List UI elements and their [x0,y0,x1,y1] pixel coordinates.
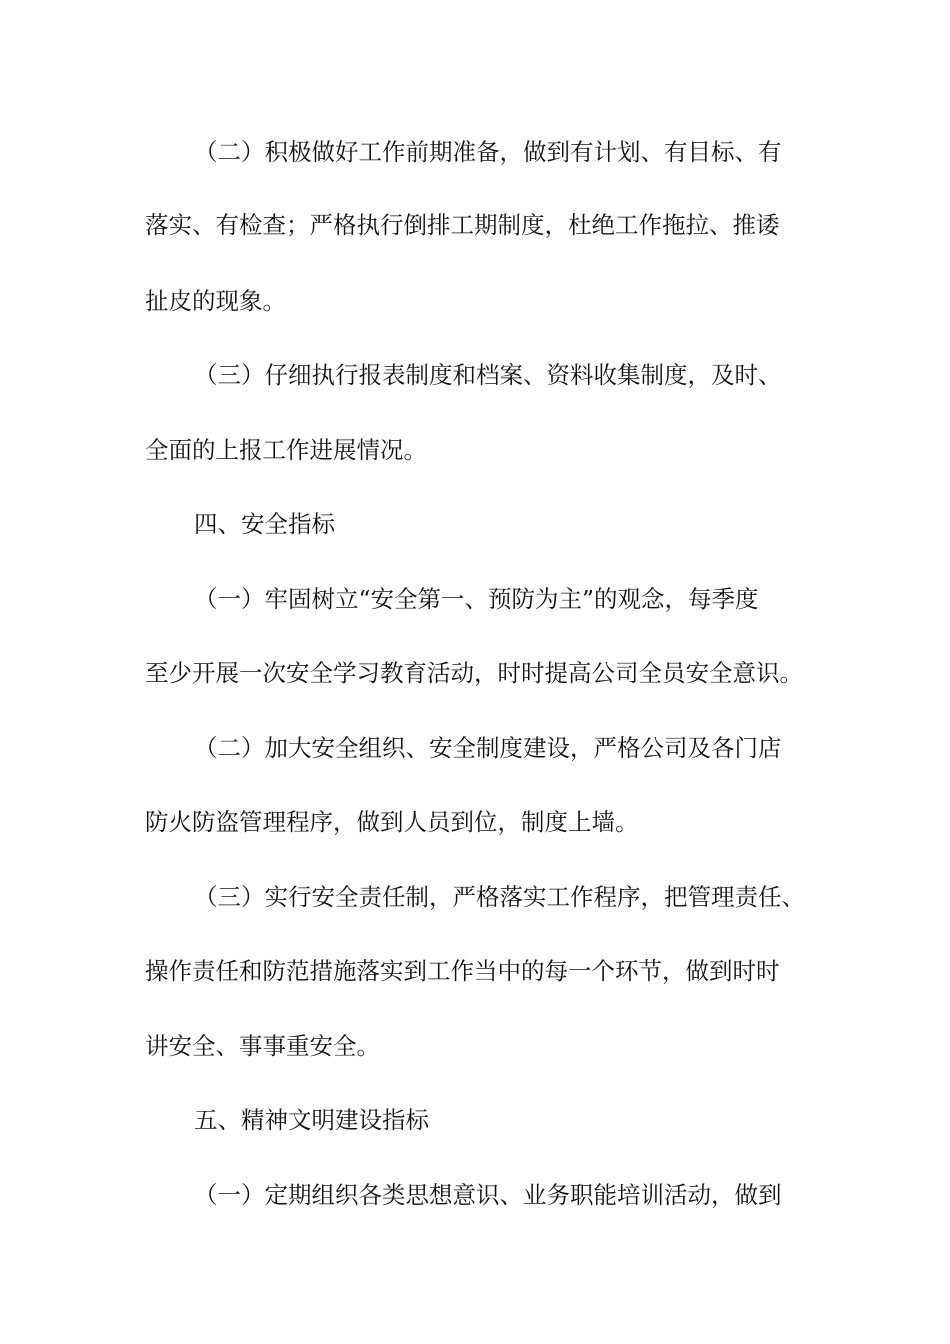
paragraph-line: （二）积极做好工作前期准备，做到有计划、有目标、有 [194,138,782,166]
paragraph-line: （一）牢固树立“安全第一、预防为主”的观念，每季度 [194,585,759,613]
paragraph-line: 扯皮的现象。 [145,287,286,315]
paragraph-line: 防火防盗管理程序，做到人员到位，制度上墙。 [145,808,639,836]
paragraph-line: 至少开展一次安全学习教育活动，时时提高公司全员安全意识。 [145,659,803,687]
paragraph-line: 讲安全、事事重安全。 [145,1032,380,1060]
paragraph-line: （三）实行安全责任制，严格落实工作程序，把管理责任、 [194,883,805,911]
paragraph-line: （一）定期组织各类思想意识、业务职能培训活动，做到 [194,1181,782,1209]
paragraph-line: 落实、有检查；严格执行倒排工期制度，杜绝工作拖拉、推诿 [145,211,780,239]
paragraph-line: （三）仔细执行报表制度和档案、资料收集制度，及时、 [194,361,782,389]
paragraph-line: 操作责任和防范措施落实到工作当中的每一个环节，做到时时 [145,957,780,985]
section-heading: 五、精神文明建设指标 [194,1106,429,1134]
section-heading: 四、安全指标 [194,510,335,538]
paragraph-line: （二）加大安全组织、安全制度建设，严格公司及各门店 [194,734,782,762]
paragraph-line: 全面的上报工作进展情况。 [145,436,427,464]
